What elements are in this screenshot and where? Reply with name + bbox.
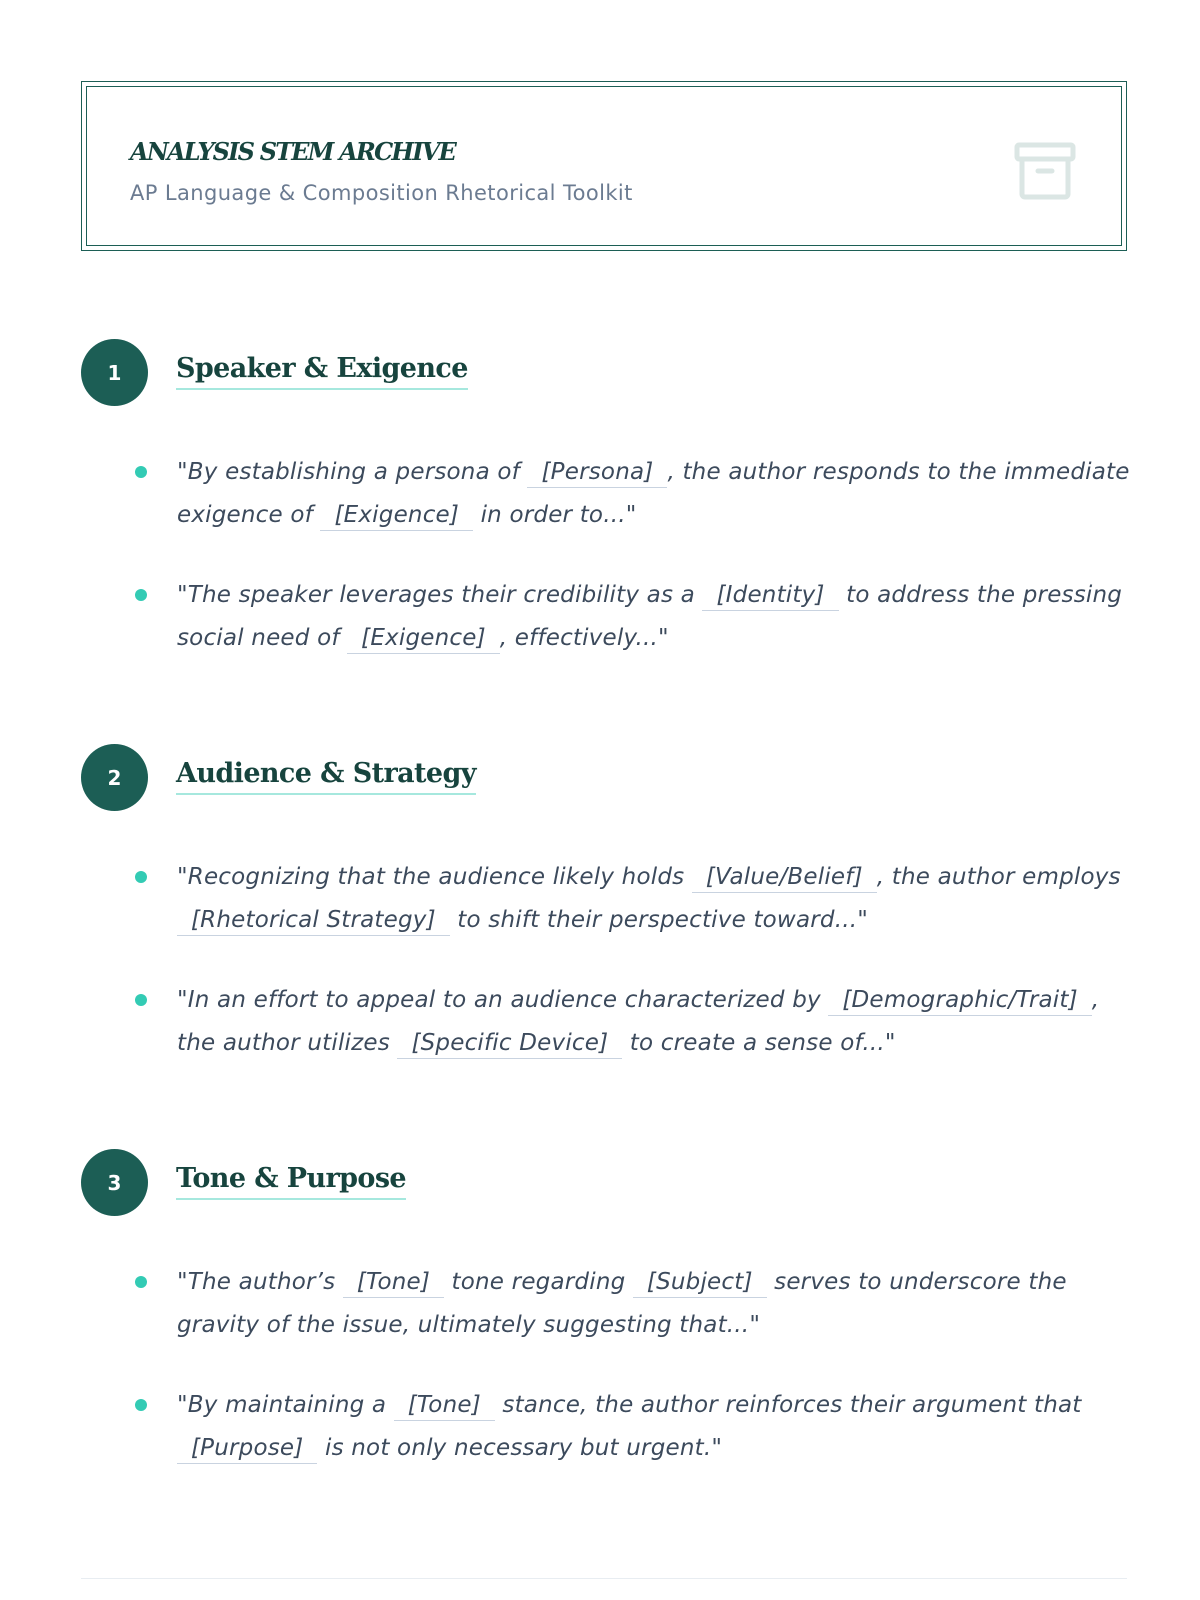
- bullet-dot-icon: [135, 994, 147, 1006]
- section-heading: [81, 1149, 1127, 1217]
- stem-text: "In an effort to appeal to an audience characterized by: [177, 987, 829, 1013]
- stem-placeholder-blank: [Tone]: [343, 1267, 444, 1298]
- stem-text: stance, the author reinforces their argument that: [494, 1392, 1082, 1418]
- section-title: Audience & Strategy: [176, 758, 476, 795]
- analysis-stem: [81, 451, 1141, 537]
- stem-text: , the author utilizes: [177, 987, 1100, 1056]
- section-title: Speaker & Exigence: [176, 353, 468, 390]
- section-heading: [81, 744, 1127, 812]
- bullet-dot-icon: [135, 1399, 147, 1411]
- stem-placeholder-blank: [Rhetorical Strategy]: [177, 905, 450, 936]
- analysis-stem: [81, 1261, 1141, 1347]
- stem-text: serves to underscore the gravity of the issue, ultimately suggesting that...": [177, 1269, 1067, 1338]
- stem-text: , the author responds to the immediate exigence of: [177, 459, 1130, 528]
- section-heading: [81, 339, 1127, 407]
- stem-placeholder-blank: [Purpose]: [177, 1433, 317, 1464]
- stem-text: , the author employs: [876, 864, 1121, 890]
- stem-text: , effectively...": [499, 625, 669, 651]
- footer-divider: [81, 1578, 1127, 1579]
- stem-list: [81, 856, 1141, 1102]
- section-title: Tone & Purpose: [176, 1163, 406, 1200]
- stem-placeholder-blank: [Demographic/Trait]: [828, 985, 1091, 1016]
- stem-text: to address the pressing social need of: [177, 582, 1123, 651]
- section-number-badge: 2: [81, 744, 148, 811]
- analysis-stem: [81, 979, 1141, 1065]
- stem-text: "The speaker leverages their credibility as a: [177, 582, 703, 608]
- stem-text: "By maintaining a: [177, 1392, 394, 1418]
- analysis-stem: [81, 1384, 1141, 1470]
- stem-text: tone regarding: [444, 1269, 633, 1295]
- bullet-dot-icon: [135, 871, 147, 883]
- archive-header: [81, 81, 1127, 251]
- page-subtitle: AP Language & Composition Rhetorical Toolkit: [130, 181, 633, 205]
- section-audience-strategy: [81, 744, 1127, 1056]
- stem-list: [81, 451, 1141, 697]
- stem-text: "By establishing a persona of: [177, 459, 528, 485]
- stem-placeholder-blank: [Specific Device]: [397, 1028, 622, 1059]
- stem-list: [81, 1261, 1141, 1507]
- bullet-dot-icon: [135, 466, 147, 478]
- bullet-dot-icon: [135, 589, 147, 601]
- stem-placeholder-blank: [Value/Belief]: [692, 862, 877, 893]
- section-speaker-exigence: [81, 339, 1130, 651]
- stem-text: to shift their perspective toward...": [449, 907, 869, 933]
- stem-placeholder-blank: [Tone]: [394, 1390, 495, 1421]
- bullet-dot-icon: [135, 1276, 147, 1288]
- stem-text: is not only necessary but urgent.": [317, 1435, 723, 1461]
- section-tone-purpose: [81, 1149, 1127, 1461]
- stem-placeholder-blank: [Identity]: [702, 580, 838, 611]
- stem-text: to create a sense of...": [622, 1030, 896, 1056]
- stem-placeholder-blank: [Persona]: [527, 457, 667, 488]
- stem-placeholder-blank: [Exigence]: [320, 500, 473, 531]
- section-number-badge: 3: [81, 1149, 148, 1216]
- stem-text: "Recognizing that the audience likely holds: [177, 864, 692, 890]
- stem-text: in order to...": [473, 502, 637, 528]
- archive-icon: [1013, 141, 1077, 201]
- stem-text: "The author’s: [177, 1269, 343, 1295]
- analysis-stem: [81, 856, 1141, 942]
- analysis-stem: [81, 574, 1141, 660]
- stem-placeholder-blank: [Exigence]: [347, 623, 500, 654]
- stem-placeholder-blank: [Subject]: [633, 1267, 767, 1298]
- archive-header-inner: [86, 86, 1122, 246]
- page-title: ANALYSIS STEM ARCHIVE: [130, 137, 455, 166]
- section-number-badge: 1: [81, 339, 148, 406]
